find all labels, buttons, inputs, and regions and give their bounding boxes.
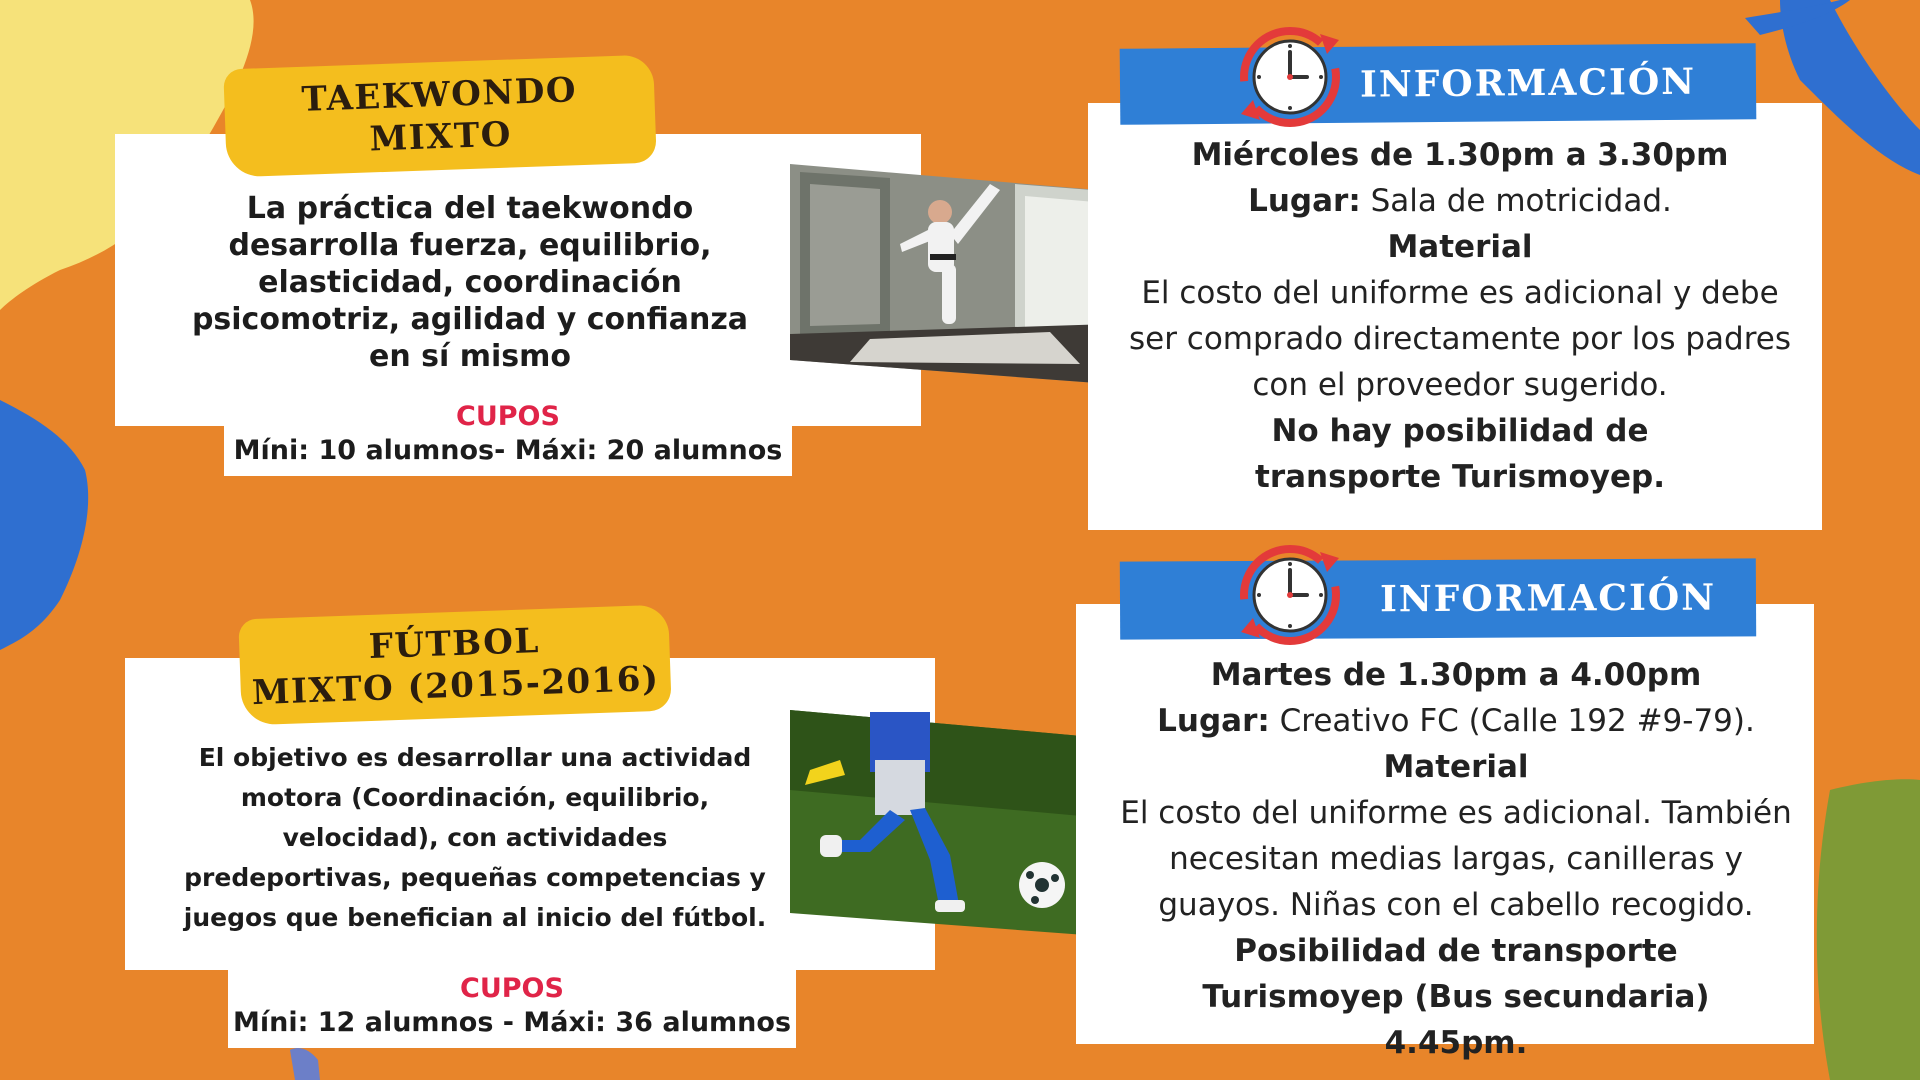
- info-futbol-place-value: Creativo FC (Calle 192 #9-79).: [1279, 703, 1755, 739]
- info-taekwondo-place-label: Lugar:: [1248, 183, 1361, 219]
- futbol-title: [250, 615, 660, 714]
- info-futbol-content: [1100, 652, 1812, 1066]
- clock-icon: [1235, 22, 1345, 132]
- info-futbol-schedule: Martes de 1.30pm a 4.00pm: [1210, 657, 1702, 693]
- taekwondo-title-line1: TAEKWONDO: [300, 69, 578, 120]
- taekwondo-cupos-label: CUPOS: [456, 401, 560, 432]
- taekwondo-photo: [790, 164, 1110, 384]
- futbol-title-brush: [238, 605, 671, 726]
- taekwondo-cupos-text: Míni: 10 alumnos- Máxi: 20 alumnos: [233, 435, 783, 466]
- info-banner-taekwondo: [1120, 43, 1757, 125]
- taekwondo-title-line2: MIXTO: [368, 114, 513, 160]
- info-futbol-material-text: El costo del uniforme es adicional. También necesitan medias largas, canilleras y guayos. Niñas con el cabello recogido.: [1120, 795, 1792, 923]
- info-taekwondo-place-value: Sala de motricidad.: [1370, 183, 1672, 219]
- info-taekwondo-content: [1110, 132, 1810, 500]
- taekwondo-cupos: [224, 400, 792, 468]
- futbol-title-line1: FÚTBOL: [368, 620, 541, 667]
- taekwondo-description: La práctica del taekwondo desarrolla fuerza, equilibrio, elasticidad, coordinación psicomotriz, agilidad y confianza en sí mismo: [191, 191, 749, 374]
- info-banner-futbol-label: INFORMACIÓN: [1379, 576, 1717, 621]
- info-futbol-place-label: Lugar:: [1157, 703, 1270, 739]
- futbol-title-line2: MIXTO (2015-2016): [251, 658, 661, 714]
- futbol-cupos-label: CUPOS: [460, 973, 564, 1004]
- futbol-cupos-text: Míni: 12 alumnos - Máxi: 36 alumnos: [232, 1007, 792, 1038]
- info-taekwondo-transport: No hay posibilidad de transporte Turismoyep.: [1255, 413, 1665, 495]
- futbol-cupos: [228, 972, 796, 1040]
- info-taekwondo-material-label: Material: [1387, 229, 1533, 265]
- futbol-description: El objetivo es desarrollar una actividad motora (Coordinación, equilibrio, velocidad), con actividades predeportivas, pequeñas competencias y juegos que benefician al inicio del fútbol.: [183, 743, 767, 932]
- taekwondo-title-brush: [223, 55, 657, 178]
- info-banner-futbol: [1120, 558, 1756, 639]
- taekwondo-title: [301, 69, 579, 164]
- clock-icon: [1235, 540, 1345, 650]
- info-futbol-transport: Posibilidad de transporte Turismoyep (Bus secundaria) 4.45pm.: [1202, 933, 1710, 1061]
- info-futbol-material-label: Material: [1383, 749, 1529, 785]
- info-taekwondo-schedule: Miércoles de 1.30pm a 3.30pm: [1191, 137, 1729, 173]
- info-banner-taekwondo-label: INFORMACIÓN: [1359, 60, 1697, 106]
- info-taekwondo-material-text: El costo del uniforme es adicional y debe ser comprado directamente por los padres con el proveedor sugerido.: [1128, 275, 1792, 403]
